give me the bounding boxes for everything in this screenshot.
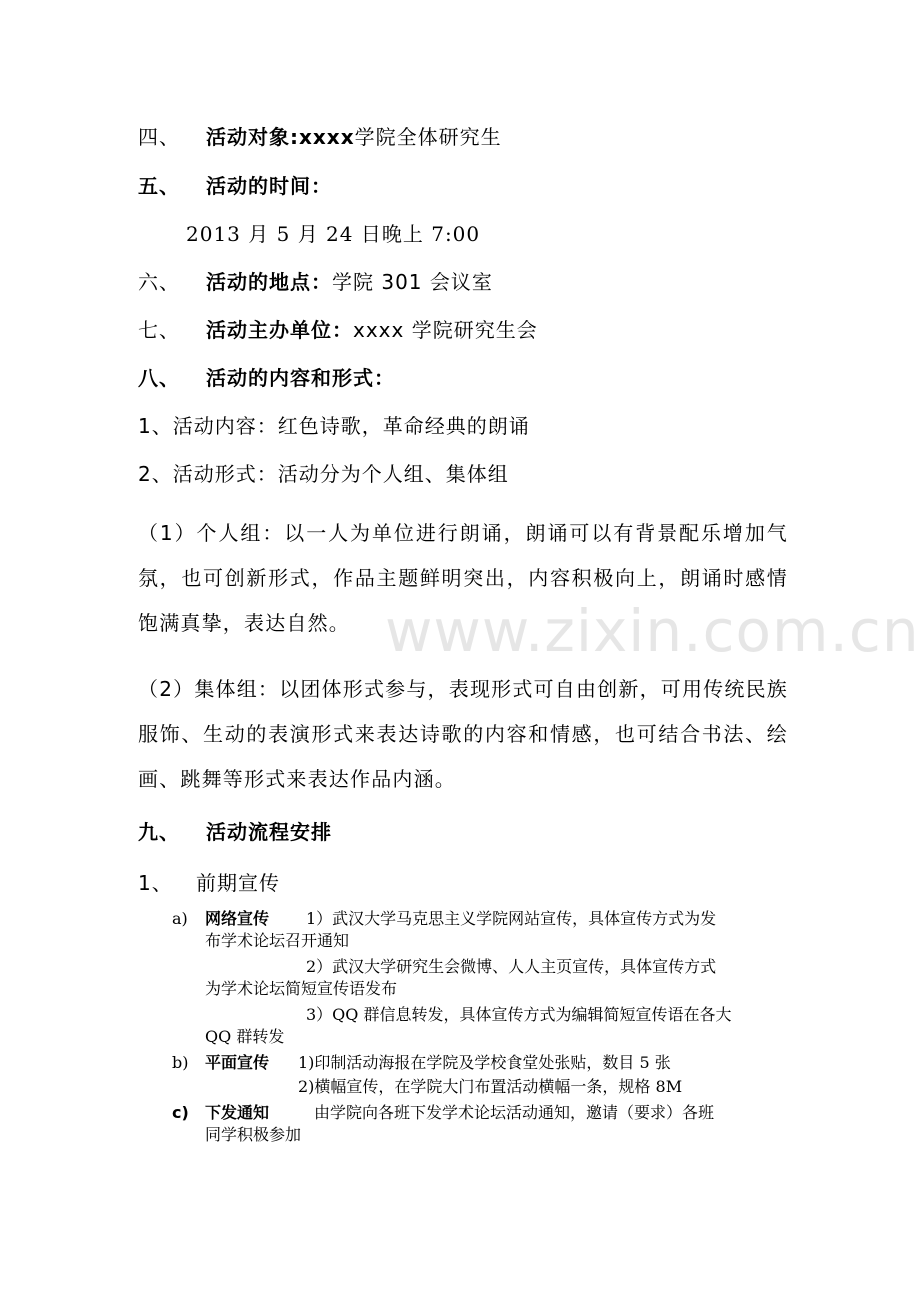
item-label: 下发通知	[205, 1103, 270, 1122]
section-title: 活动的地点：	[206, 270, 332, 294]
section-text: 学院 301 会议室	[332, 270, 493, 294]
list-item-text: 3）QQ 群信息转发，具体宣传方式为编辑简短宣传语在各大	[306, 1005, 732, 1024]
list-item-text: 为学术论坛简短宣传语发布	[205, 979, 398, 998]
section-title: 活动的时间：	[206, 174, 332, 198]
list-marker: c)	[172, 1103, 189, 1122]
list-item-text: 1）武汉大学马克思主义学院网站宣传，具体宣传方式为发	[306, 909, 717, 928]
section-title: 活动流程安排	[206, 820, 332, 844]
list-marker: b)	[172, 1053, 189, 1072]
paragraph-individual-group: （1）个人组：以一人为单位进行朗诵，朗诵可以有背景配乐增加气氛，也可创新形式，作品主题鲜明突出，内容积极向上，朗诵时感情饱满真挚，表达自然。	[138, 521, 788, 635]
subsection-title: 前期宣传	[196, 871, 280, 895]
section-number: 九、	[138, 820, 180, 844]
content-item-1: 1、活动内容：红色诗歌，革命经典的朗诵	[138, 414, 530, 438]
paragraph-collective-group: （2）集体组：以团体形式参与，表现形式可自由创新，可用传统民族服饰、生动的表演形式来表达诗歌的内容和情感，也可结合书法、绘画、跳舞等形式来表达作品内涵。	[138, 677, 788, 791]
section-title: 活动的内容和形式：	[206, 366, 395, 390]
section-text: xxxx 学院研究生会	[353, 318, 538, 342]
section-title: 活动主办单位：	[206, 318, 353, 342]
list-marker: a)	[172, 909, 188, 928]
item-label: 平面宣传	[205, 1053, 270, 1072]
list-item-text: 2)横幅宣传，在学院大门布置活动横幅一条，规格 8M	[298, 1077, 683, 1096]
section-number: 七、	[138, 318, 180, 342]
content-item-2: 2、活动形式：活动分为个人组、集体组	[138, 462, 509, 486]
section-number: 五、	[138, 174, 180, 198]
list-item-text: 1)印制活动海报在学院及学校食堂处张贴，数目 5 张	[298, 1053, 671, 1072]
section-number: 六、	[138, 270, 180, 294]
subsection-number: 1、	[138, 871, 173, 895]
list-item-text: 2）武汉大学研究生会微博、人人主页宣传，具体宣传方式	[306, 957, 717, 976]
watermark: www.zixin.com.cn	[385, 597, 920, 665]
activity-date: 2013 月 5 月 24 日晚上 7:00	[186, 222, 481, 246]
list-item-text: 同学积极参加	[205, 1125, 302, 1144]
section-title: 活动对象:xxxx	[206, 125, 355, 149]
list-item-text: 由学院向各班下发学术论坛活动通知，邀请（要求）各班	[314, 1103, 715, 1122]
section-number: 四、	[138, 125, 180, 149]
section-text: 学院全体研究生	[354, 125, 502, 149]
item-label: 网络宣传	[205, 909, 270, 928]
section-number: 八、	[138, 366, 180, 390]
list-item-text: 布学术论坛召开通知	[205, 931, 350, 950]
list-item-text: QQ 群转发	[205, 1027, 285, 1046]
